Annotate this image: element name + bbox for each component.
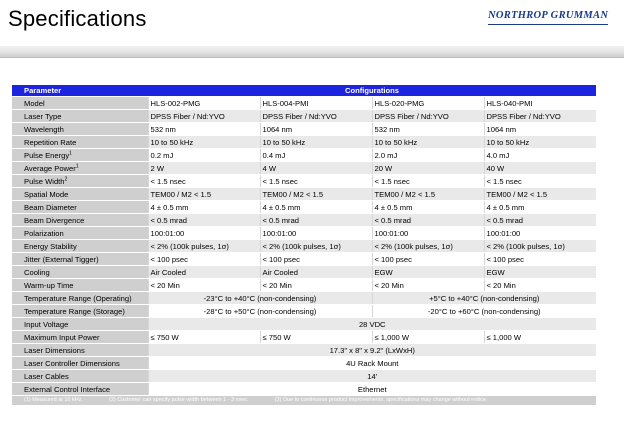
row-value: ≤ 1,000 W	[372, 331, 484, 344]
row-value: TEM00 / M2 < 1.5	[148, 188, 260, 201]
footnote-marker: 2	[64, 175, 68, 182]
footnotes-row	[12, 396, 596, 406]
row-value: 10 to 50 kHz	[148, 136, 260, 149]
row-value: TEM00 / M2 < 1.5	[484, 188, 596, 201]
table-row	[12, 344, 596, 357]
row-value: < 0.5 mrad	[260, 214, 372, 227]
table-row	[12, 370, 596, 383]
row-value: < 2% (100k pulses, 1σ)	[260, 240, 372, 253]
row-value: ≤ 750 W	[148, 331, 260, 344]
row-value: +5°C to +40°C (non-condensing)	[372, 292, 596, 305]
parameter-label: Laser Type	[24, 111, 62, 121]
parameter-label: Average Power	[24, 163, 76, 173]
row-parameter	[12, 344, 148, 357]
parameter-label: Model	[24, 98, 45, 108]
row-value: HLS-004-PMI	[260, 97, 372, 110]
row-value: ≤ 750 W	[260, 331, 372, 344]
row-parameter	[12, 279, 148, 292]
parameter-label: Input Voltage	[24, 319, 69, 329]
parameter-label: Maximum Input Power	[24, 332, 100, 342]
parameter-label: Repetition Rate	[24, 137, 77, 147]
row-value: < 0.5 mrad	[484, 214, 596, 227]
footnote: (1) Measured at 10 kHz.	[24, 397, 83, 403]
table-row	[12, 279, 596, 292]
row-value: 10 to 50 kHz	[372, 136, 484, 149]
row-parameter	[12, 97, 148, 110]
parameter-label: Laser Cables	[24, 371, 69, 381]
table-header-row	[12, 85, 596, 97]
row-parameter	[12, 383, 148, 396]
row-value: < 100 psec	[484, 253, 596, 266]
table-row	[12, 110, 596, 123]
row-value: -20°C to +60°C (non-condensing)	[372, 305, 596, 318]
row-value: 28 VDC	[148, 318, 596, 331]
row-value: < 1.5 nsec	[372, 175, 484, 188]
row-value: ≤ 1,000 W	[484, 331, 596, 344]
row-value: 1064 nm	[484, 123, 596, 136]
footnote: (3) Due to continuous product improvements, specifications may change without notice.	[274, 397, 488, 403]
row-value: < 100 psec	[372, 253, 484, 266]
table-row	[12, 357, 596, 370]
row-value: 4U Rack Mount	[148, 357, 596, 370]
row-value: 0.2 mJ	[148, 149, 260, 162]
row-parameter	[12, 357, 148, 370]
table-row	[12, 240, 596, 253]
parameter-label: Temperature Range (Storage)	[24, 306, 125, 316]
row-parameter	[12, 123, 148, 136]
row-value: 4 ± 0.5 mm	[372, 201, 484, 214]
row-value: HLS-002-PMG	[148, 97, 260, 110]
row-value: < 2% (100k pulses, 1σ)	[372, 240, 484, 253]
row-value: -28°C to +50°C (non-condensing)	[148, 305, 372, 318]
row-value: DPSS Fiber / Nd:YVO	[372, 110, 484, 123]
parameter-label: Wavelength	[24, 124, 64, 134]
row-value: EGW	[372, 266, 484, 279]
row-value: < 1.5 nsec	[148, 175, 260, 188]
row-value: -23°C to +40°C (non-condensing)	[148, 292, 372, 305]
parameter-label: Laser Dimensions	[24, 345, 85, 355]
row-value: 4 ± 0.5 mm	[484, 201, 596, 214]
row-value: 2 W	[148, 162, 260, 175]
row-value: < 100 psec	[260, 253, 372, 266]
row-parameter	[12, 253, 148, 266]
table-row	[12, 123, 596, 136]
table-row	[12, 318, 596, 331]
row-parameter	[12, 227, 148, 240]
table-row	[12, 227, 596, 240]
header-configurations: Configurations	[148, 85, 596, 97]
table-row	[12, 331, 596, 344]
parameter-label: External Control Interface	[24, 384, 111, 394]
row-value: < 0.5 mrad	[372, 214, 484, 227]
row-value: Ethernet	[148, 383, 596, 396]
logo-underline	[488, 24, 608, 25]
row-value: 1064 nm	[260, 123, 372, 136]
row-value: < 0.5 mrad	[148, 214, 260, 227]
row-value: DPSS Fiber / Nd:YVO	[260, 110, 372, 123]
row-parameter	[12, 240, 148, 253]
row-value: 100:01:00	[372, 227, 484, 240]
table-row	[12, 149, 596, 162]
row-value: 40 W	[484, 162, 596, 175]
row-value: < 100 psec	[148, 253, 260, 266]
footnote: (2) Customer can specify pulse width between 1 - 3 nsec.	[109, 397, 249, 403]
row-value: DPSS Fiber / Nd:YVO	[484, 110, 596, 123]
row-value: HLS-040-PMI	[484, 97, 596, 110]
row-parameter	[12, 214, 148, 227]
row-value: < 20 Min	[372, 279, 484, 292]
table-row	[12, 162, 596, 175]
parameter-label: Warm-up Time	[24, 280, 74, 290]
row-value: 100:01:00	[260, 227, 372, 240]
parameter-label: Cooling	[24, 267, 50, 277]
row-value: < 20 Min	[148, 279, 260, 292]
table-row	[12, 97, 596, 110]
row-value: 4 W	[260, 162, 372, 175]
parameter-label: Polarization	[24, 228, 64, 238]
table-row	[12, 214, 596, 227]
parameter-label: Spatial Mode	[24, 189, 69, 199]
row-value: < 1.5 nsec	[260, 175, 372, 188]
row-parameter	[12, 175, 148, 188]
parameter-label: Pulse Width	[24, 176, 65, 186]
row-value: 2.0 mJ	[372, 149, 484, 162]
row-value: 10 to 50 kHz	[260, 136, 372, 149]
row-value: 0.4 mJ	[260, 149, 372, 162]
parameter-label: Pulse Energy	[24, 150, 70, 160]
row-value: TEM00 / M2 < 1.5	[372, 188, 484, 201]
row-value: 532 nm	[372, 123, 484, 136]
row-value: < 2% (100k pulses, 1σ)	[484, 240, 596, 253]
footnote-marker: 1	[75, 162, 79, 169]
row-value: < 20 Min	[484, 279, 596, 292]
row-value: 4 ± 0.5 mm	[260, 201, 372, 214]
row-value: 4.0 mJ	[484, 149, 596, 162]
table-row	[12, 305, 596, 318]
row-value: Air Cooled	[148, 266, 260, 279]
parameter-label: Jitter (External Tigger)	[24, 254, 99, 264]
row-parameter	[12, 149, 148, 162]
northrop-grumman-logo: NORTHROP GRUMMAN	[488, 10, 609, 21]
parameter-label: Beam Divergence	[24, 215, 85, 225]
table-row	[12, 188, 596, 201]
row-value: DPSS Fiber / Nd:YVO	[148, 110, 260, 123]
table-row	[12, 266, 596, 279]
row-parameter	[12, 331, 148, 344]
table-row	[12, 136, 596, 149]
parameter-label: Beam Diameter	[24, 202, 77, 212]
table-row	[12, 253, 596, 266]
parameter-label: Temperature Range (Operating)	[24, 293, 132, 303]
header-divider	[0, 57, 624, 58]
header-parameter: Parameter	[12, 85, 148, 97]
footnote-marker: 1	[69, 149, 72, 156]
row-value: TEM00 / M2 < 1.5	[260, 188, 372, 201]
row-parameter	[12, 201, 148, 214]
footnotes	[12, 396, 596, 406]
row-value: 532 nm	[148, 123, 260, 136]
row-parameter	[12, 266, 148, 279]
table-row	[12, 175, 596, 188]
row-parameter	[12, 318, 148, 331]
table-row	[12, 292, 596, 305]
row-parameter	[12, 162, 148, 175]
row-value: < 20 Min	[260, 279, 372, 292]
parameter-label: Laser Controller Dimensions	[24, 358, 120, 368]
row-parameter	[12, 370, 148, 383]
table-row	[12, 383, 596, 396]
row-value: 4 ± 0.5 mm	[148, 201, 260, 214]
row-parameter	[12, 110, 148, 123]
parameter-label: Energy Stability	[24, 241, 77, 251]
row-value: 20 W	[372, 162, 484, 175]
row-parameter	[12, 305, 148, 318]
row-value: EGW	[484, 266, 596, 279]
row-value: 100:01:00	[484, 227, 596, 240]
row-parameter	[12, 188, 148, 201]
row-value: 10 to 50 kHz	[484, 136, 596, 149]
row-value: 100:01:00	[148, 227, 260, 240]
row-parameter	[12, 292, 148, 305]
row-value: 17.3" x 8" x 9.2" (LxWxH)	[148, 344, 596, 357]
row-value: HLS-020-PMG	[372, 97, 484, 110]
specifications-table	[12, 85, 596, 406]
row-parameter	[12, 136, 148, 149]
row-value: < 2% (100k pulses, 1σ)	[148, 240, 260, 253]
page-title: Specifications	[8, 6, 147, 31]
row-value: 14'	[148, 370, 596, 383]
table-row	[12, 201, 596, 214]
row-value: < 1.5 nsec	[484, 175, 596, 188]
row-value: Air Cooled	[260, 266, 372, 279]
